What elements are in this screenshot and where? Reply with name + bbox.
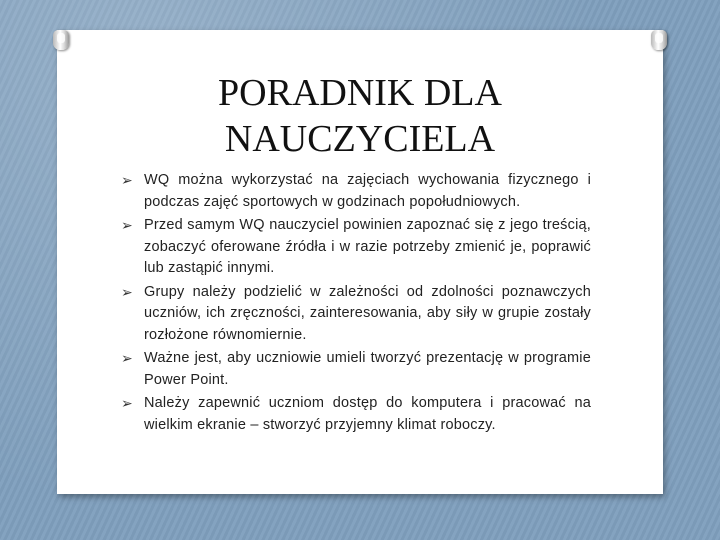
arrow-bullet-icon: ➢ [121, 350, 133, 366]
list-item [121, 348, 591, 391]
bullet-text: Należy zapewnić uczniom dostęp do komputera i pracować na wielkim ekranie – stworzyć przyjemny klimat roboczy. [144, 395, 591, 433]
arrow-bullet-icon: ➢ [121, 395, 133, 411]
list-item [121, 393, 591, 436]
bullet-text: WQ można wykorzystać na zajęciach wychowania fizycznego i podczas zajęć sportowych w godzinach popołudniowych. [144, 172, 591, 210]
arrow-bullet-icon: ➢ [121, 217, 133, 233]
slide-title [0, 70, 720, 162]
bullet-text: Ważne jest, aby uczniowie umieli tworzyć prezentację w programie Power Point. [144, 350, 591, 388]
list-item [121, 170, 591, 213]
pushpin-icon [53, 30, 69, 50]
bullet-list [121, 170, 591, 438]
title-line: NAUCZYCIELA [224, 118, 496, 160]
bullet-text: Przed samym WQ nauczyciel powinien zapoznać się z jego treścią, zobaczyć oferowane źródła i w razie potrzeby zmienić je, poprawić lub zastąpić innymi. [144, 217, 591, 276]
arrow-bullet-icon: ➢ [121, 172, 133, 188]
arrow-bullet-icon: ➢ [121, 283, 133, 300]
title-line: PORADNIK DLA [218, 72, 502, 114]
pushpin-icon [651, 30, 667, 50]
list-item [121, 282, 591, 347]
list-item [121, 215, 591, 280]
bullet-text: Grupy należy podzielić w zależności od zdolności poznawczych uczniów, ich zręczności, zainteresowania, aby siły w grupie zostały rozłożone równomiernie. [144, 283, 591, 343]
